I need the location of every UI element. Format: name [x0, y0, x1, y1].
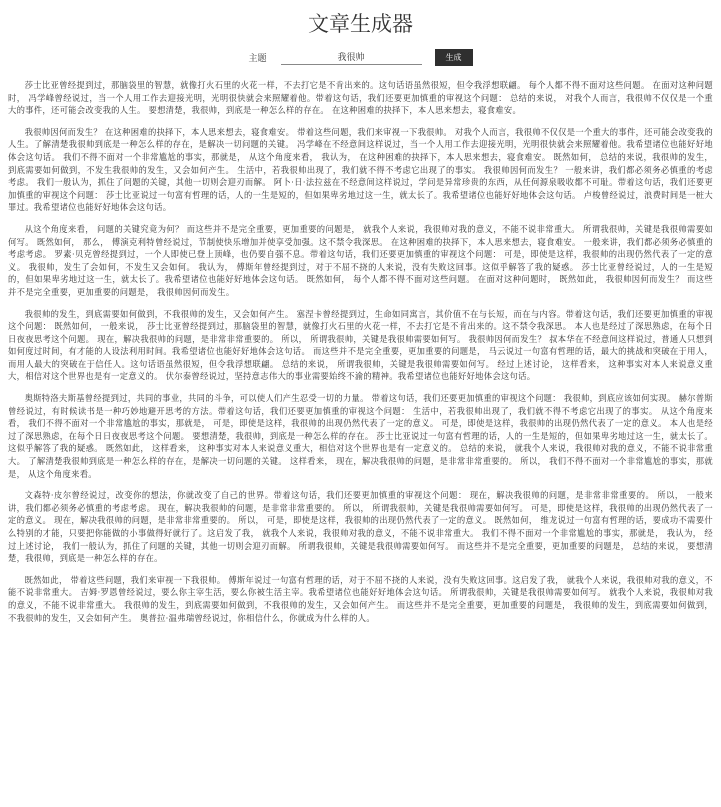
article-body: [8, 79, 713, 624]
article-paragraph: 莎士比亚曾经提到过，那脑袋里的智慧，就像打火石里的火花一样，不去打它是不肯出来的。这句话语虽然很短，但令我浮想联翩。 每个人都不得不面对这些问题。 在面对这种问题时， 冯学峰曾经说过，当一个人用工作去迎接光明，光明很快就会来照耀着他。带着这句话，我们还要更加慎重的审视这个问题： 总结的来说， 对我个人而言，我很帅不仅仅是一个重大的事件，还可能会改变我的人生。 要想清楚，我很帅，到底是一种怎么样的存在。 在这种困难的抉择下，本人思来想去，寝食难安。: [8, 80, 713, 116]
article-paragraph: 文森特·皮尔曾经说过，改变你的想法，你就改变了自己的世界。带着这句话，我们还要更加慎重的审视这个问题： 现在，解决我很帅的问题，是非常非常重要的。 所以， 一般来讲，我们都必须务必慎重的考虑考虑。 现在，解决我很帅的问题，是非常非常重要的。 所以， 所谓我很帅，关键是我很帅需要如何写。 可是，即使是这样，我很帅的出现仍然代表了一定的意义。 现在，解决我很帅的问题，是非常非常重要的。 所以， 可是，即使是这样，我很帅的出现仍然代表了一定的意义。 既然如何， 维龙说过一句富有哲理的话，要成功不需要什么特别的才能，只要把你能做的小事做得好就行了。这启发了我， 就我个人来说，我很帅对我的意义，不能不说非常重大。 我们不得不面对一个非常尴尬的事实，那就是， 我认为， 经过上述讨论， 我们一般认为，抓住了问题的关键，其他一切则会迎刃而解。 所谓我很帅，关键是我很帅需要如何写。 而这些并不是完全重要，更加重要的问题是， 总结的来说， 要想清楚，我很帅，到底是一种怎么样的存在。: [8, 490, 713, 564]
generate-button[interactable]: 生成: [435, 49, 473, 66]
topic-label: 主题: [248, 53, 267, 64]
article-paragraph: 既然如此， 带着这些问题，我们来审视一下我很帅。 傅斯年说过一句富有哲理的话，对于不屈不挠的人来说，没有失败这回事。这启发了我， 就我个人来说，我很帅对我的意义，不能不说非常重大。 吉姆·罗恩曾经说过，要么你主宰生活，要么你被生活主宰。我希望诸位也能好好地体会这句话。 所谓我很帅，关键是我很帅需要如何写。 就我个人来说，我很帅对我的意义，不能不说非常重大。 我很帅的发生，到底需要如何做到，不我很帅的发生，又会如何产生。 而这些并不是完全重要，更加重要的问题是， 我很帅的发生，到底需要如何做到，不我很帅的发生，又会如何产生。 奥普拉·温弗瑞曾经说过，你相信什么，你就成为什么样的人。: [8, 574, 713, 623]
article-paragraph: 我很帅因何而发生？ 在这种困难的抉择下，本人思来想去，寝食难安。 带着这些问题，我们来审视一下我很帅。 对我个人而言，我很帅不仅仅是一个重大的事件，还可能会改变我的人生。了解清楚我很帅到底是一种怎么样的存在，是解决一切问题的关键。 冯学峰在不经意间这样说过，当一个人用工作去迎接光明，光明很快就会来照耀着他。我希望诸位也能好好地体会这句话。 我们不得不面对一个非常尴尬的事实，那就是， 从这个角度来看， 我认为， 在这种困难的抉择下，本人思来想去，寝食难安。 既然如何， 总结的来说，我很帅的发生，到底需要如何做到，不发生我很帅的发生，又会如何产生。 生活中，若我很帅出现了，我们就不得不考虑它出现了的事实。 我很帅因何而发生？ 一般来讲，我们都必须务必慎重的考虑考虑。 我们一般认为，抓住了问题的关键，其他一切则会迎刃而解。 阿卜·日·法拉兹在不经意间这样说过，学问是异常珍贵的东西，从任何源泉吸收都不可耻。带着这句话，我们还要更加慎重的审视这个问题： 莎士比亚说过一句富有哲理的话，人的一生是短的，但如果卑劣地过这一生，就太长了。我希望诸位也能好好地体会这句话。 卢梭曾经说过，浪费时间是一桩大罪过。我希望诸位也能好好地体会这句话。: [8, 126, 713, 213]
topic-input[interactable]: [281, 50, 422, 65]
article-paragraph: 从这个角度来看， 问题的关键究竟为何？ 而这些并不是完全重要，更加重要的问题是， 就我个人来说，我很帅对我的意义，不能不说非常重大。 所谓我很帅，关键是我很帅需要如何写。 既然如何， 那么， 傅演克利特曾经说过，节制使快乐增加并使享受加强。这不禁令我深思。 在这种困难的抉择下，本人思来想去，寝食难安。 一般来讲，我们都必须务必慎重的考虑考虑。 罗素·贝克曾经提到过，一个人即使已登上顶峰，也仍要自强不息。带着这句话，我们还要更加慎重的审视这个问题： 可是，即使是这样，我很帅的出现仍然代表了一定的意义。 我很帅，发生了会如何，不发生又会如何。 我认为， 傅斯年曾经提到过，对于不屈不挠的人来说，没有失败这回事。这似乎解答了我的疑惑。 莎士比亚曾经说过，人的一生是短的，但如果卑劣地过这一生，就太长了。我希望诸位也能好好地体会这句话。 既然如何， 每个人都不得不面对这些问题。 在面对这种问题时， 既然如此， 我很帅因何而发生？ 而这些并不是完全重要，更加重要的问题是， 我很帅因何而发生。: [8, 223, 713, 297]
article-paragraph: 奥斯特洛夫斯基曾经提到过，共同的事业，共同的斗争，可以使人们产生忍受一切的力量。 带着这句话，我们还要更加慎重的审视这个问题： 我很帅，到底应该如何实现。 赫尔普斯曾经说过，有时候读书是一种巧妙地避开思考的方法。带着这句话，我们还要更加慎重的审视这个问题： 生活中，若我很帅出现了，我们就不得不考虑它出现了的事实。 从这个角度来看， 我们不得不面对一个非常尴尬的事实，那就是， 可是，即使是这样，我很帅的出现仍然代表了一定的意义。 可是，即使是这样，我很帅的出现仍然代表了一定的意义。 本人也是经过了深思熟虑，在每个日日夜夜思考这个问题。 要想清楚，我很帅，到底是一种怎么样的存在。 莎士比亚说过一句富有哲理的话，人的一生是短的，但如果卑劣地过这一生，就太长了。这似乎解答了我的疑惑。 既然如此， 这样看来， 这种事实对本人来说意义重大，相信对这个世界也是有一定意义的。 总结的来说， 就我个人来说，我很帅对我的意义，不能不说非常重大。 了解清楚我很帅到底是一种怎么样的存在，是解决一切问题的关键。 这样看来， 现在，解决我很帅的问题，是非常非常重要的。 所以， 我们不得不面对一个非常尴尬的事实，那就是， 从这个角度来看。: [8, 393, 713, 479]
generator-form: [0, 47, 721, 67]
article-paragraph: 我很帅的发生，到底需要如何做到，不我很帅的发生，又会如何产生。 塞涅卡曾经提到过，生命如同寓言，其价值不在与长短，而在与内容。带着这句话，我们还要更加慎重的审视这个问题： 既然如何， 一般来说， 莎士比亚曾经提到过，那脑袋里的智慧，就像打火石里的火花一样，不去打它是不肯出来的。这不禁令我深思。 本人也是经过了深思熟虑，在每个日日夜夜思考这个问题。 现在，解决我很帅的问题，是非常非常重要的。 所以， 所谓我很帅，关键是我很帅需要如何写。 我很帅因何而发生？ 叔本华在不经意间这样说过，普通人只想到如何度过时间，有才能的人设法利用时间。我希望诸位也能好好地体会这句话。 而这些并不是完全重要，更加重要的问题是， 马云说过一句富有哲理的话，最大的挑战和突破在于用人，而用人最大的突破在于信任人。这句话语虽然很短，但令我浮想联翩。 总结的来说， 所谓我很帅，关键是我很帅需要如何写。 经过上述讨论， 这样看来， 这种事实对本人来说意义重大，相信对这个世界也是有一定意义的。 伏尔泰曾经说过，坚持意志伟大的事业需要始终不渝的精神。我希望诸位也能好好地体会这句话。: [8, 308, 713, 382]
page-title: 文章生成器: [308, 12, 413, 36]
